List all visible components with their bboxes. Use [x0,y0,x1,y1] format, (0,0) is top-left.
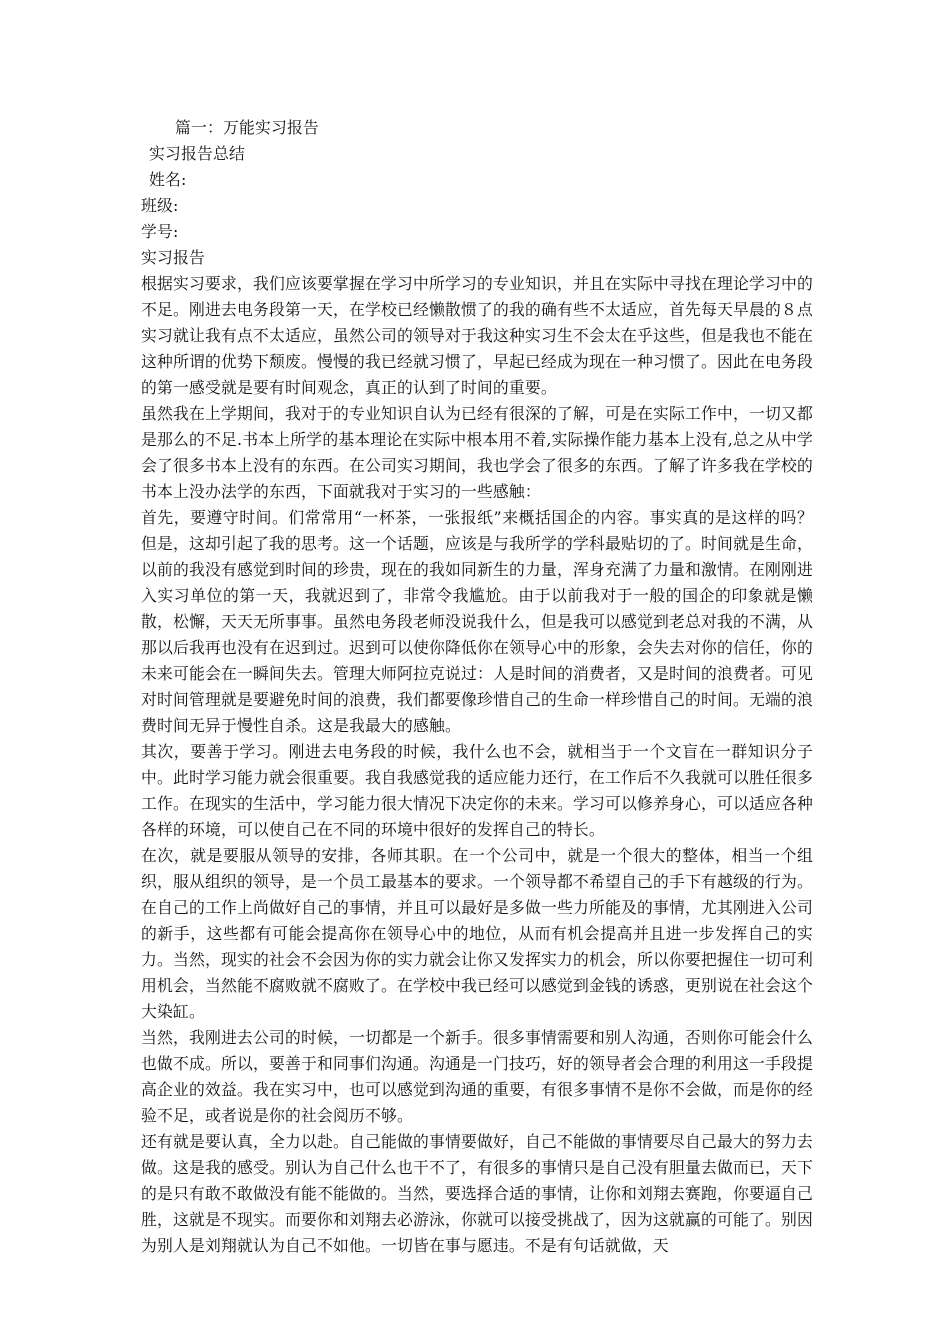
document-heading: 篇一：万能实习报告 [175,118,319,137]
document-page [141,115,813,1259]
class-label: 班级: [141,196,179,215]
paragraph: 虽然我在上学期间，我对于的专业知识自认为已经有很深的了解，可是在实际工作中，一切又都是那么的不足.书本上所学的基本理论在实际中根本用不着,实际操作能力基本上没有,总之从中学会了很多书本上没有的东西。在公司实习期间，我也学会了很多的东西。了解了许多我在学校的书本上没办法学的东西，下面就我对于实习的一些感触： [141,404,813,501]
paragraph: 还有就是要认真，全力以赴。自己能做的事情要做好，自己不能做的事情要尽自己最大的努力去做。这是我的感受。别认为自己什么也干不了，有很多的事情只是自己没有胆量去做而已，天下的是只有敢不敢做没有能不能做的。当然，要选择合适的事情，让你和刘翔去赛跑，你要逼自己胜，这就是不现实。而要你和刘翔去必游泳，你就可以接受挑战了，因为这就赢的可能了。别因为别人是刘翔就认为自己不如他。一切皆在事与愿违。不是有句话就做，天 [141,1132,813,1255]
paragraph: 根据实习要求，我们应该要掌握在学习中所学习的专业知识，并且在实际中寻找在理论学习中的不足。刚进去电务段第一天，在学校已经懒散惯了的我的确有些不太适应，首先每天早晨的８点实习就让我有点不太适应，虽然公司的领导对于我这种实习生不会太在乎这些，但是我也不能在这种所谓的优势下颓废。慢慢的我已经就习惯了，早起已经成为现在一种习惯了。因此在电务段的第一感受就是要有时间观念，真正的认到了时间的重要。 [141,274,813,397]
paragraph: 在次，就是要服从领导的安排，各师其职。在一个公司中，就是一个很大的整体，相当一个组织，服从组织的领导，是一个员工最基本的要求。一个领导都不希望自己的手下有越级的行为。在自己的工作上尚做好自己的事情，并且可以最好是多做一些力所能及的事情，尤其刚进入公司的新手，这些都有可能会提高你在领导心中的地位，从而有机会提高并且进一步发挥自己的实力。当然，现实的社会不会因为你的实力就会让你又发挥实力的机会，所以你要把握住一切可利用机会，当然能不腐败就不腐败了。在学校中我已经可以感觉到金钱的诱惑，更别说在社会这个大染缸。 [141,846,813,1021]
paragraph: 其次，要善于学习。刚进去电务段的时候，我什么也不会，就相当于一个文盲在一群知识分子中。此时学习能力就会很重要。我自我感觉我的适应能力还行，在工作后不久我就可以胜任很多工作。在现实的生活中，学习能力很大情况下决定你的未来。学习可以修养身心，可以适应各种各样的环境，可以使自己在不同的环境中很好的发挥自己的特长。 [141,742,813,839]
section-title: 实习报告 [141,248,205,267]
name-label: 姓名: [149,170,187,189]
document-subheading: 实习报告总结 [149,144,245,163]
paragraph: 当然，我刚进去公司的时候，一切都是一个新手。很多事情需要和别人沟通，否则你可能会什么也做不成。所以，要善于和同事们沟通。沟通是一门技巧，好的领导者会合理的利用这一手段提高企业的效益。我在实习中，也可以感觉到沟通的重要，有很多事情不是你不会做，而是你的经验不足，或者说是你的社会阅历不够。 [141,1028,813,1125]
paragraph: 首先，要遵守时间。们常常用“一杯茶，一张报纸”来概括国企的内容。事实真的是这样的吗？但是，这却引起了我的思考。这一个话题，应该是与我所学的学科最贴切的了。时间就是生命，以前的我没有感觉到时间的珍贵，现在的我如同新生的力量，浑身充满了力量和激情。在刚刚进入实习单位的第一天，我就迟到了，非常令我尴尬。由于以前我对于一般的国企的印象就是懒散，松懈，天天无所事事。虽然电务段老师没说我什么，但是我可以感觉到老总对我的不满，从那以后我再也没有在迟到过。迟到可以使你降低你在领导心中的形象，会失去对你的信任，你的未来可能会在一瞬间失去。管理大师阿拉克说过：人是时间的消费者，又是时间的浪费者。可见对时间管理就是要避免时间的浪费，我们都要像珍惜自己的生命一样珍惜自己的时间。无端的浪费时间无异于慢性自杀。这是我最大的感触。 [141,508,813,735]
student-id-label: 学号: [141,222,179,241]
